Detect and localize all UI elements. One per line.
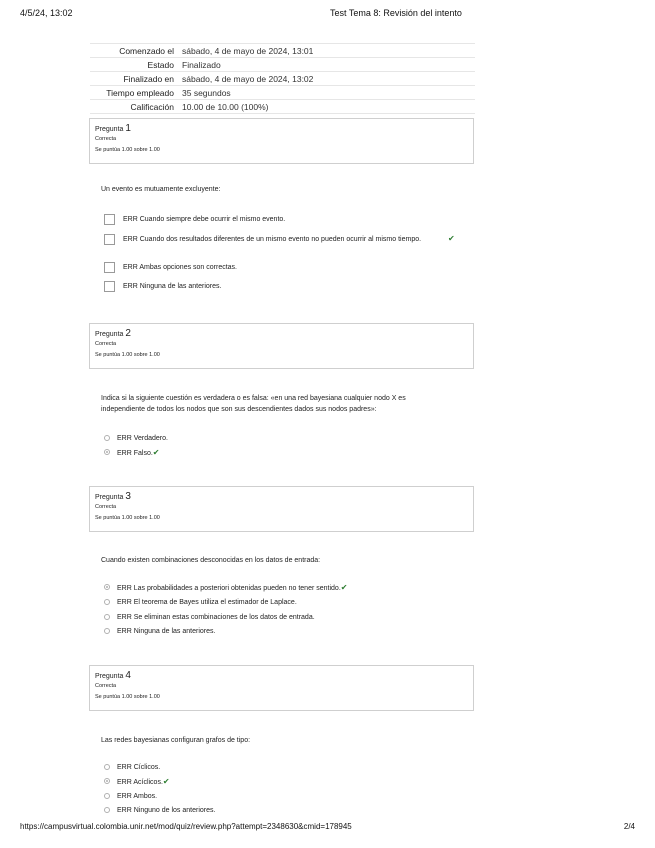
answer-radio[interactable] (104, 435, 110, 441)
summary-label: Comenzado el (90, 44, 178, 58)
answer-option[interactable] (104, 777, 459, 788)
answer-option[interactable] (104, 281, 459, 295)
summary-row (90, 72, 475, 86)
answer-radio-selected[interactable] (104, 449, 110, 455)
summary-label: Estado (90, 58, 178, 72)
question-2-text: Indica si la siguiente cuestión es verdadera o es falsa: «en una red bayesiana cualquier nodo X es independiente de todos los nodos que son sus descendientes dados sus nodos padres»: (101, 395, 406, 413)
print-date: 4/5/24, 13:02 (20, 8, 73, 18)
question-grade: Se puntúa 1.00 sobre 1.00 (95, 515, 160, 521)
question-number-value: 4 (125, 670, 131, 681)
check-icon: ✔ (340, 583, 348, 592)
summary-row (90, 58, 475, 72)
question-4-text: Las redes bayesianas configuran grafos de tipo: (101, 737, 251, 744)
answer-option[interactable] (104, 598, 459, 609)
answer-radio[interactable] (104, 614, 110, 620)
check-icon: ✔ (152, 448, 160, 457)
summary-value: sábado, 4 de mayo de 2024, 13:02 (178, 72, 475, 86)
summary-row (90, 100, 475, 114)
answer-text: ERR Cuando siempre debe ocurrir el mismo evento. (123, 216, 286, 223)
question-state: Correcta (95, 341, 117, 347)
answer-checkbox[interactable] (104, 281, 115, 292)
answer-text: ERR Las probabilidades a posteriori obtenidas pueden no tener sentido.✔ (117, 583, 348, 592)
answer-option[interactable] (104, 583, 459, 594)
question-1-info (89, 118, 474, 164)
answer-option[interactable] (104, 234, 459, 256)
answer-option[interactable] (104, 613, 459, 624)
summary-value: 10.00 de 10.00 (100%) (178, 100, 475, 114)
answer-text: ERR Falso.✔ (117, 448, 160, 457)
answer-radio[interactable] (104, 793, 110, 799)
answer-text: ERR Cíclicos. (117, 764, 161, 771)
question-3-info (89, 486, 474, 532)
answer-option[interactable] (104, 448, 459, 459)
attempt-summary (90, 43, 475, 114)
answer-text: ERR Verdadero. (117, 435, 168, 442)
question-number: Pregunta 4 (95, 670, 131, 681)
answer-text: ERR Ninguna de las anteriores. (123, 283, 222, 290)
summary-row (90, 44, 475, 58)
check-icon: ✔ (162, 777, 170, 786)
question-number-value: 2 (125, 328, 131, 339)
answer-option[interactable] (104, 763, 459, 774)
summary-row (90, 86, 475, 100)
question-state: Correcta (95, 683, 117, 689)
question-number: Pregunta 2 (95, 328, 131, 339)
question-3-text: Cuando existen combinaciones desconocidas en los datos de entrada: (101, 557, 321, 564)
answer-radio[interactable] (104, 807, 110, 813)
summary-label: Tiempo empleado (90, 86, 178, 100)
question-4-info (89, 665, 474, 711)
answer-option[interactable] (104, 627, 459, 638)
question-number-value: 1 (125, 123, 131, 134)
question-grade: Se puntúa 1.00 sobre 1.00 (95, 694, 160, 700)
answer-radio[interactable] (104, 764, 110, 770)
answer-text: ERR Ambos. (117, 793, 158, 800)
print-footer (20, 822, 635, 834)
answer-text: ERR Ambas opciones son correctas. (123, 264, 237, 271)
question-grade: Se puntúa 1.00 sobre 1.00 (95, 352, 160, 358)
page-number: 2/4 (623, 822, 635, 831)
question-number-value: 3 (125, 491, 131, 502)
answer-option[interactable] (104, 262, 459, 276)
question-1-text: Un evento es mutuamente excluyente: (101, 186, 221, 193)
question-2-info (89, 323, 474, 369)
answer-text: ERR Acíclicos.✔ (117, 777, 170, 786)
answer-text: ERR Ninguno de los anteriores. (117, 807, 216, 814)
answer-option[interactable] (104, 214, 459, 228)
question-number: Pregunta 3 (95, 491, 131, 502)
question-grade: Se puntúa 1.00 sobre 1.00 (95, 147, 160, 153)
answer-option[interactable] (104, 434, 459, 445)
answer-text: ERR Se eliminan estas combinaciones de los datos de entrada. (117, 614, 315, 621)
answer-checkbox[interactable] (104, 234, 115, 245)
summary-value: Finalizado (178, 58, 475, 72)
answer-text: ERR Cuando dos resultados diferentes de un mismo evento no pueden ocurrir al mismo tiempo. (123, 236, 422, 243)
answer-checkbox[interactable] (104, 262, 115, 273)
print-title: Test Tema 8: Revisión del intento (330, 8, 462, 18)
summary-value: sábado, 4 de mayo de 2024, 13:01 (178, 44, 475, 58)
summary-label: Calificación (90, 100, 178, 114)
answer-text: ERR Ninguna de las anteriores. (117, 628, 216, 635)
answer-text: ERR El teorema de Bayes utiliza el estimador de Laplace. (117, 599, 297, 606)
answer-checkbox[interactable] (104, 214, 115, 225)
question-number: Pregunta 1 (95, 123, 131, 134)
question-state: Correcta (95, 136, 117, 142)
question-state: Correcta (95, 504, 117, 510)
print-header (20, 8, 635, 20)
print-url: https://campusvirtual.colombia.unir.net/mod/quiz/review.php?attempt=2348630&cmid=178945 (20, 822, 352, 831)
answer-radio[interactable] (104, 628, 110, 634)
summary-label: Finalizado en (90, 72, 178, 86)
answer-radio[interactable] (104, 599, 110, 605)
check-icon: ✔ (448, 234, 455, 243)
answer-radio-selected[interactable] (104, 778, 110, 784)
answer-option[interactable] (104, 806, 459, 817)
summary-value: 35 segundos (178, 86, 475, 100)
answer-option[interactable] (104, 792, 459, 803)
answer-radio-selected[interactable] (104, 584, 110, 590)
